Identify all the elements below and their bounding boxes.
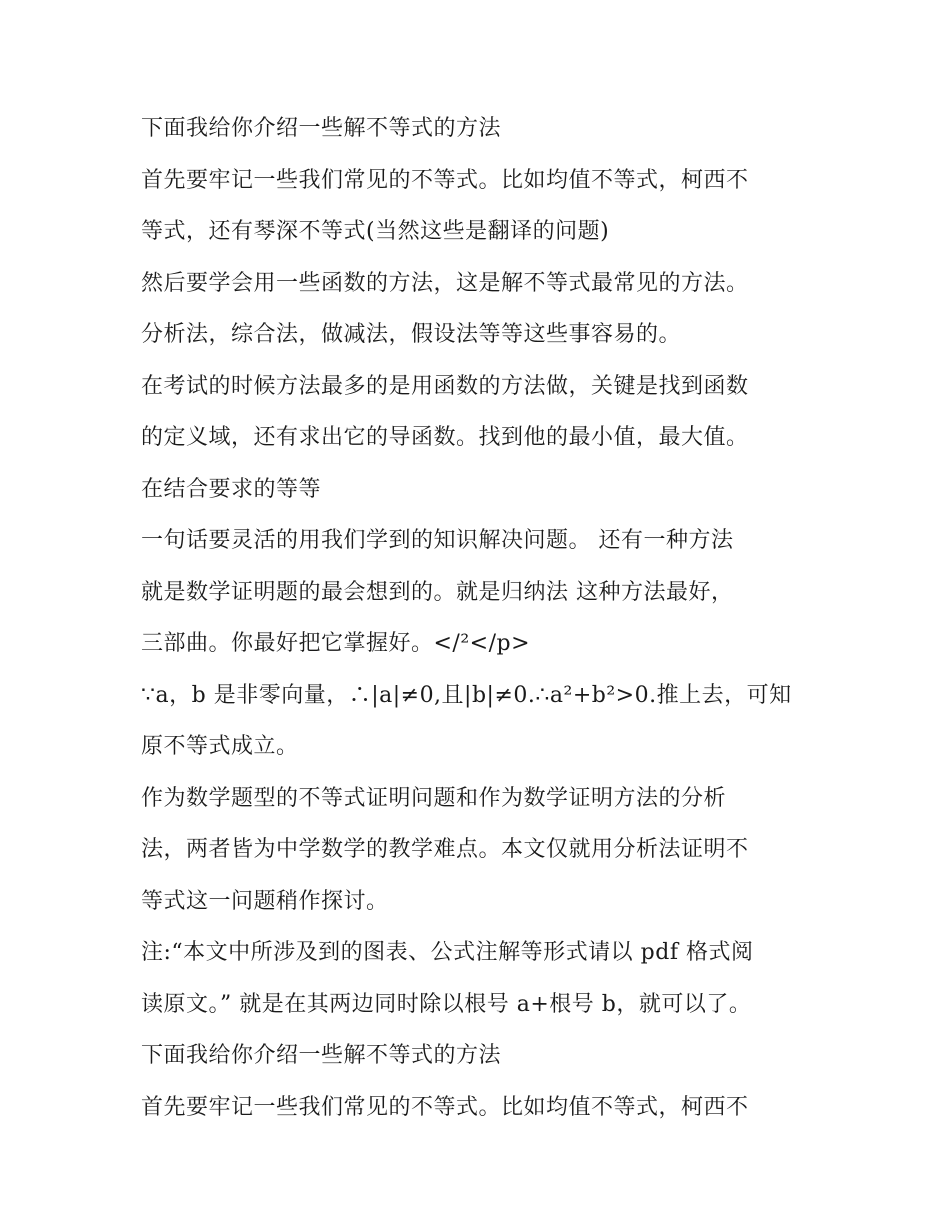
text-line-9: 一句话要灵活的用我们学到的知识解决问题。 还有一种方法 <box>141 528 734 553</box>
text-line-16: 等式这一问题稍作探讨。 <box>141 888 389 914</box>
text-line-7: 的定义域，还有求出它的导函数。找到他的最小值，最大值。 <box>141 425 749 450</box>
text-line-4: 然后要学会用一些函数的方法，这是解不等式最常见的方法。 <box>141 270 749 296</box>
text-line-17: 注:“本文中所涉及到的图表、公式注解等形式请以 pdf 格式阅 <box>141 940 754 965</box>
text-line-18: 读原文。” 就是在其两边同时除以根号 a+根号 b，就可以了。 <box>141 991 752 1017</box>
text-line-11: 三部曲。你最好把它掌握好。</²</p> <box>141 631 531 656</box>
document-body <box>141 107 821 1137</box>
text-line-2: 首先要牢记一些我们常见的不等式。比如均值不等式，柯西不 <box>141 167 749 193</box>
text-line-12: ∵a，b 是非零向量，∴|a|≠0,且|b|≠0.∴a²+b²>0.推上去，可知 <box>141 682 792 708</box>
text-line-15: 法，两者皆为中学数学的教学难点。本文仅就用分析法证明不 <box>141 837 749 862</box>
text-line-19: 下面我给你介绍一些解不等式的方法 <box>141 1043 502 1068</box>
text-line-6: 在考试的时候方法最多的是用函数的方法做，关键是找到函数 <box>141 373 749 399</box>
text-line-13: 原不等式成立。 <box>141 734 299 759</box>
text-line-20: 首先要牢记一些我们常见的不等式。比如均值不等式，柯西不 <box>141 1094 749 1120</box>
text-line-1: 下面我给你介绍一些解不等式的方法 <box>141 116 502 141</box>
text-line-10: 就是数学证明题的最会想到的。就是归纳法 这种方法最好， <box>141 579 734 605</box>
text-line-8: 在结合要求的等等 <box>141 476 322 502</box>
text-line-5: 分析法，综合法，做减法，假设法等等这些事容易的。 <box>141 322 682 347</box>
text-line-3: 等式，还有琴深不等式(当然这些是翻译的问题) <box>141 219 610 244</box>
text-line-14: 作为数学题型的不等式证明问题和作为数学证明方法的分析 <box>141 785 727 811</box>
